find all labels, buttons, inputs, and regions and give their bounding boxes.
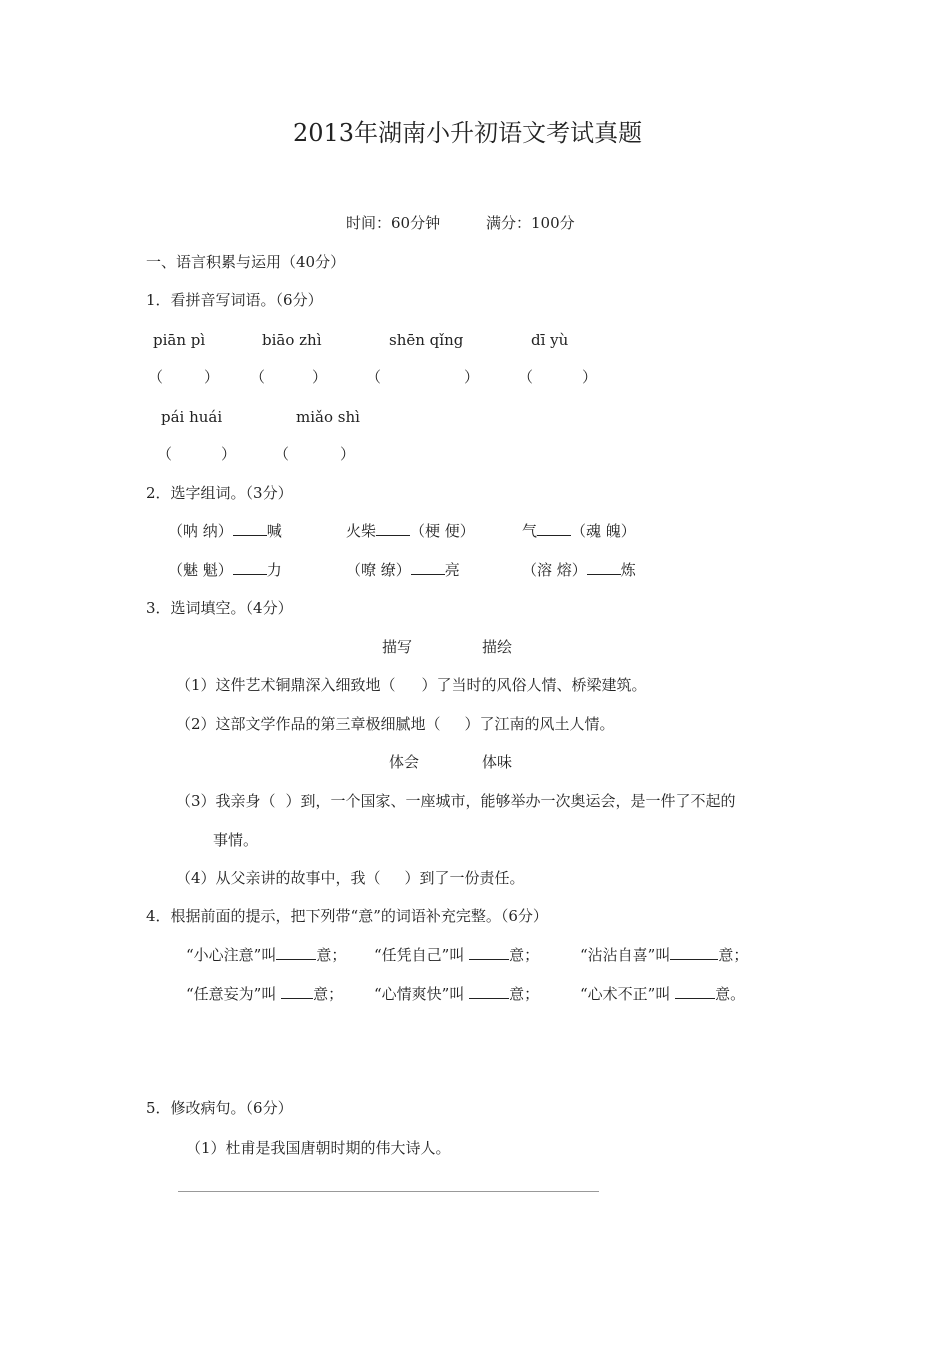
- idiom-fill-item: “任凭自己”叫 意；: [374, 946, 540, 964]
- faulty-sentence-1: （1）杜甫是我国唐朝时期的伟大诗人。: [186, 1139, 451, 1157]
- answer-paren-right: ）: [582, 368, 598, 386]
- pinyin-item: biāo zhì: [262, 331, 322, 349]
- exam-time: 时间：60分钟: [346, 214, 441, 232]
- word-option: 体味: [482, 753, 513, 771]
- answer-paren-left: （: [518, 368, 534, 386]
- word-choice-item: 气 （魂 魄）: [522, 522, 636, 540]
- answer-paren-right: ）: [204, 368, 220, 386]
- idiom-fill-item: “沾沾自喜”叫 意；: [580, 946, 749, 964]
- word-option: 描写: [382, 638, 413, 656]
- word-option: 体会: [389, 753, 420, 771]
- idiom-fill-item: “心情爽快”叫 意；: [374, 985, 540, 1003]
- idiom-fill-item: “心术不正”叫 意。: [580, 985, 746, 1003]
- page-title: 2013年湖南小升初语文考试真题: [293, 119, 643, 147]
- pinyin-item: pái huái: [161, 408, 223, 426]
- word-option: 描绘: [482, 638, 513, 656]
- question-4-heading: 4．根据前面的提示，把下列带“意”的词语补充完整。（6分）: [146, 907, 548, 925]
- answer-paren-left: （: [250, 368, 266, 386]
- answer-paren-left: （: [148, 368, 164, 386]
- word-choice-item: （嘹 缭） 亮: [346, 561, 460, 579]
- word-choice-item: （溶 熔） 炼: [522, 561, 636, 579]
- fill-sentence-2: （2）这部文学作品的第三章极细腻地（ ）了江南的风土人情。: [176, 715, 615, 733]
- question-2-heading: 2．选字组词。（3分）: [146, 484, 293, 502]
- answer-paren-right: ）: [312, 368, 328, 386]
- word-choice-item: （魅 魁） 力: [168, 561, 282, 579]
- fill-sentence-1: （1）这件艺术铜鼎深入细致地（ ）了当时的风俗人情、桥梁建筑。: [176, 676, 647, 694]
- answer-paren-right: ）: [340, 445, 356, 463]
- answer-line: [178, 1191, 599, 1192]
- word-choice-item: （呐 纳） 喊: [168, 522, 282, 540]
- exam-full-score: 满分：100分: [486, 214, 575, 232]
- pinyin-item: shēn qǐng: [389, 331, 464, 349]
- idiom-fill-item: “小心注意”叫 意；: [186, 946, 347, 964]
- pinyin-item: dī yù: [531, 331, 569, 349]
- fill-sentence-3: （3）我亲身（ ）到，一个国家、一座城市，能够举办一次奥运会，是一件了不起的: [176, 792, 736, 810]
- answer-paren-right: ）: [464, 368, 480, 386]
- answer-paren-left: （: [157, 445, 173, 463]
- question-1-heading: 1．看拼音写词语。（6分）: [146, 291, 323, 309]
- idiom-fill-item: “任意妄为”叫 意；: [186, 985, 344, 1003]
- fill-sentence-4: （4）从父亲讲的故事中，我（ ）到了一份责任。: [176, 869, 525, 887]
- fill-sentence-3-continuation: 事情。: [213, 831, 259, 849]
- question-5-heading: 5．修改病句。（6分）: [146, 1099, 293, 1117]
- section-heading: 一、语言积累与运用（40分）: [146, 253, 346, 271]
- answer-paren-right: ）: [221, 445, 237, 463]
- answer-paren-left: （: [274, 445, 290, 463]
- answer-paren-left: （: [366, 368, 382, 386]
- pinyin-item: piān pì: [153, 331, 206, 349]
- question-3-heading: 3．选词填空。（4分）: [146, 599, 293, 617]
- pinyin-item: miǎo shì: [296, 408, 360, 426]
- word-choice-item: 火柴 （梗 便）: [346, 522, 475, 540]
